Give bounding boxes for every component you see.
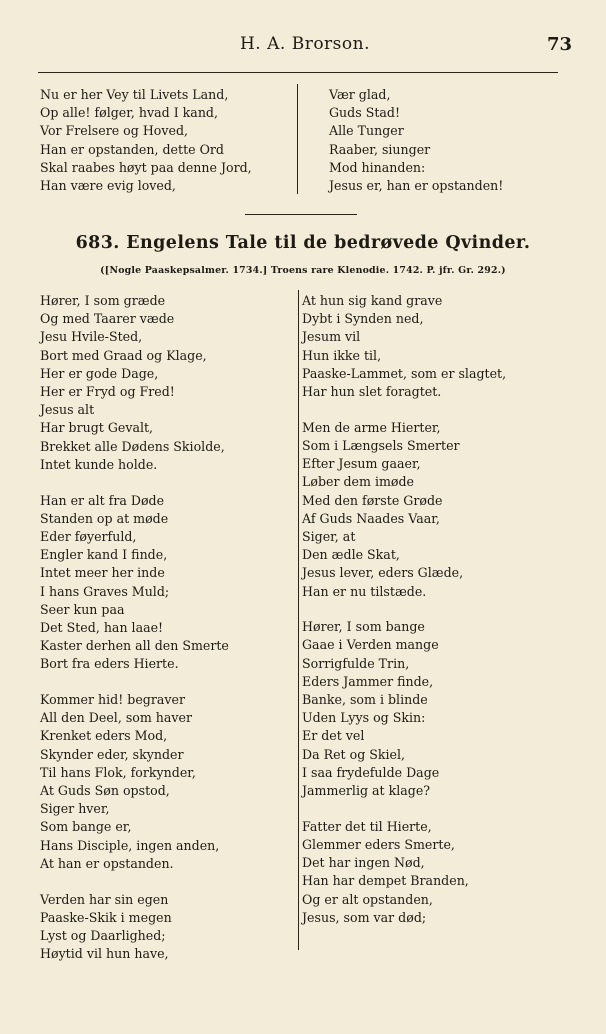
- stanza: [40, 891, 292, 964]
- verse-line: Er det vel: [302, 728, 365, 744]
- hymn-right-column: [302, 292, 562, 945]
- verse-line: Nu er her Vey til Livets Land,: [40, 87, 229, 102]
- verse-line: Med den første Grøde: [302, 492, 443, 508]
- verse-line: At hun sig kand grave: [302, 293, 443, 308]
- verse-line: Løber dem imøde: [302, 474, 415, 490]
- verse-line: Han er nu tilstæde.: [302, 583, 427, 599]
- verse-line: Og er alt opstanden,: [302, 891, 433, 907]
- verse-line: Lyst og Daarlighed;: [40, 928, 166, 943]
- verse-line: Bort med Graad og Klage,: [40, 347, 207, 363]
- verse-line: Har brugt Gevalt,: [40, 420, 154, 436]
- verse-line: Har hun slet foragtet.: [302, 384, 442, 400]
- verse-line: Siger, at: [302, 528, 356, 544]
- verse-line: Seer kun paa: [40, 601, 125, 617]
- verse-line: Hans Disciple, ingen anden,: [40, 837, 220, 853]
- verse-line: Sorrigfulde Trin,: [302, 655, 410, 671]
- stanza: [40, 492, 292, 674]
- verse-line: Jesum vil: [302, 329, 361, 345]
- verse-line: Og med Taarer væde: [40, 311, 175, 327]
- header-rule: [38, 72, 558, 73]
- verse-line: Kaster derhen all den Smerte: [40, 638, 229, 654]
- verse-line: Han er opstanden, dette Ord: [40, 141, 224, 157]
- verse-line: Raaber, siunger: [329, 141, 431, 157]
- verse-line: Vær glad,: [329, 87, 391, 102]
- verse-line: Jesu Hvile-Sted,: [40, 329, 143, 345]
- verse-line: Han er alt fra Døde: [40, 492, 165, 508]
- verse-line: Glemmer eders Smerte,: [302, 836, 455, 852]
- verse-line: Hun ikke til,: [302, 347, 382, 363]
- verse-line: Skal raabes høyt paa denne Jord,: [40, 159, 252, 175]
- verse-line: Den ædle Skat,: [302, 547, 400, 563]
- verse-line: Intet kunde holde.: [40, 456, 158, 472]
- verse-line: Af Guds Naades Vaar,: [302, 510, 440, 526]
- verse-line: Som bange er,: [40, 819, 132, 835]
- verse-line: Her er Fryd og Fred!: [40, 384, 175, 400]
- verse-line: Paaske-Lammet, som er slagtet,: [302, 365, 507, 381]
- stanza: [302, 818, 562, 927]
- verse-line: Jesus alt: [40, 402, 95, 418]
- verse-line: Eder føyerfuld,: [40, 528, 137, 544]
- verse-line: Han har dempet Branden,: [302, 873, 469, 889]
- verse-line: Hører, I som græde: [40, 293, 166, 308]
- verse-line: Alle Tunger: [329, 123, 404, 139]
- verse-line: Efter Jesum gaaer,: [302, 456, 421, 472]
- hymn-left-column: [40, 292, 292, 981]
- verse-line: Paaske-Skik i megen: [40, 909, 172, 925]
- verse-line: At Guds Søn opstod,: [40, 783, 170, 799]
- verse-line: I hans Graves Muld;: [40, 583, 170, 599]
- verse-line: Her er gode Dage,: [40, 365, 159, 381]
- verse-line: Op alle! følger, hvad I kand,: [40, 105, 218, 121]
- verse-line: Engler kand I finde,: [40, 547, 168, 563]
- stanza: [302, 419, 562, 601]
- previous-hymn-left-column: [40, 86, 292, 195]
- verse-line: Mod hinanden:: [329, 159, 426, 175]
- verse-line: Uden Lyys og Skin:: [302, 710, 426, 726]
- verse-line: Som i Længsels Smerter: [302, 437, 460, 453]
- verse-line: I saa frydefulde Dage: [302, 764, 440, 780]
- verse-line: Men de arme Hierter,: [302, 419, 441, 435]
- verse-line: Jesus, som var død;: [302, 909, 427, 925]
- verse-line: Han være evig loved,: [40, 178, 176, 194]
- hymn-title: 683. Engelens Tale til de bedrøvede Qvinder.: [75, 233, 531, 253]
- column-divider: [298, 290, 299, 950]
- running-title: H. A. Brorson.: [239, 34, 370, 54]
- verse-line: Bort fra eders Hierte.: [40, 656, 179, 672]
- verse-line: Hører, I som bange: [302, 619, 425, 635]
- stanza: [40, 292, 292, 474]
- previous-hymn-right-column: [301, 86, 559, 195]
- stanza: [302, 618, 562, 800]
- verse-line: All den Deel, som haver: [40, 710, 193, 726]
- verse-line: Til hans Flok, forkynder,: [40, 764, 196, 780]
- stanza: [40, 691, 292, 873]
- verse-line: Jesus er, han er opstanden!: [329, 178, 504, 194]
- verse-line: Siger hver,: [40, 801, 110, 817]
- verse-line: Det Sted, han laae!: [40, 619, 164, 635]
- verse-line: Det har ingen Nød,: [302, 855, 425, 871]
- verse-line: Guds Stad!: [329, 105, 401, 121]
- verse-line: Fatter det til Hierte,: [302, 818, 432, 834]
- verse-line: Dybt i Synden ned,: [302, 311, 424, 327]
- page-number: 73: [546, 34, 572, 55]
- stanza: [302, 292, 562, 401]
- verse-line: Gaae i Verden mange: [302, 637, 439, 653]
- verse-line: Skynder eder, skynder: [40, 746, 184, 762]
- hymn-source-note: ([Nogle Paaskepsalmer. 1734.] Troens rare Klenodie. 1742. P. jfr. Gr. 292.): [100, 265, 506, 276]
- column-divider: [297, 84, 298, 194]
- verse-line: Kommer hid! begraver: [40, 692, 185, 708]
- running-header: [38, 34, 572, 60]
- verse-line: Brekket alle Dødens Skiolde,: [40, 438, 225, 454]
- verse-line: Krenket eders Mod,: [40, 728, 168, 744]
- verse-line: Vor Frelsere og Hoved,: [40, 123, 189, 139]
- section-divider: [245, 214, 357, 215]
- verse-line: At han er opstanden.: [40, 855, 174, 871]
- verse-line: Eders Jammer finde,: [302, 673, 434, 689]
- verse-line: Høytid vil hun have,: [40, 946, 169, 962]
- verse-line: Verden har sin egen: [40, 891, 169, 907]
- verse-line: Jesus lever, eders Glæde,: [302, 565, 464, 581]
- verse-line: Intet meer her inde: [40, 565, 165, 581]
- verse-line: Da Ret og Skiel,: [302, 746, 406, 762]
- verse-line: Standen op at møde: [40, 510, 169, 526]
- verse-line: Jammerlig at klage?: [302, 783, 431, 799]
- verse-line: Banke, som i blinde: [302, 692, 428, 708]
